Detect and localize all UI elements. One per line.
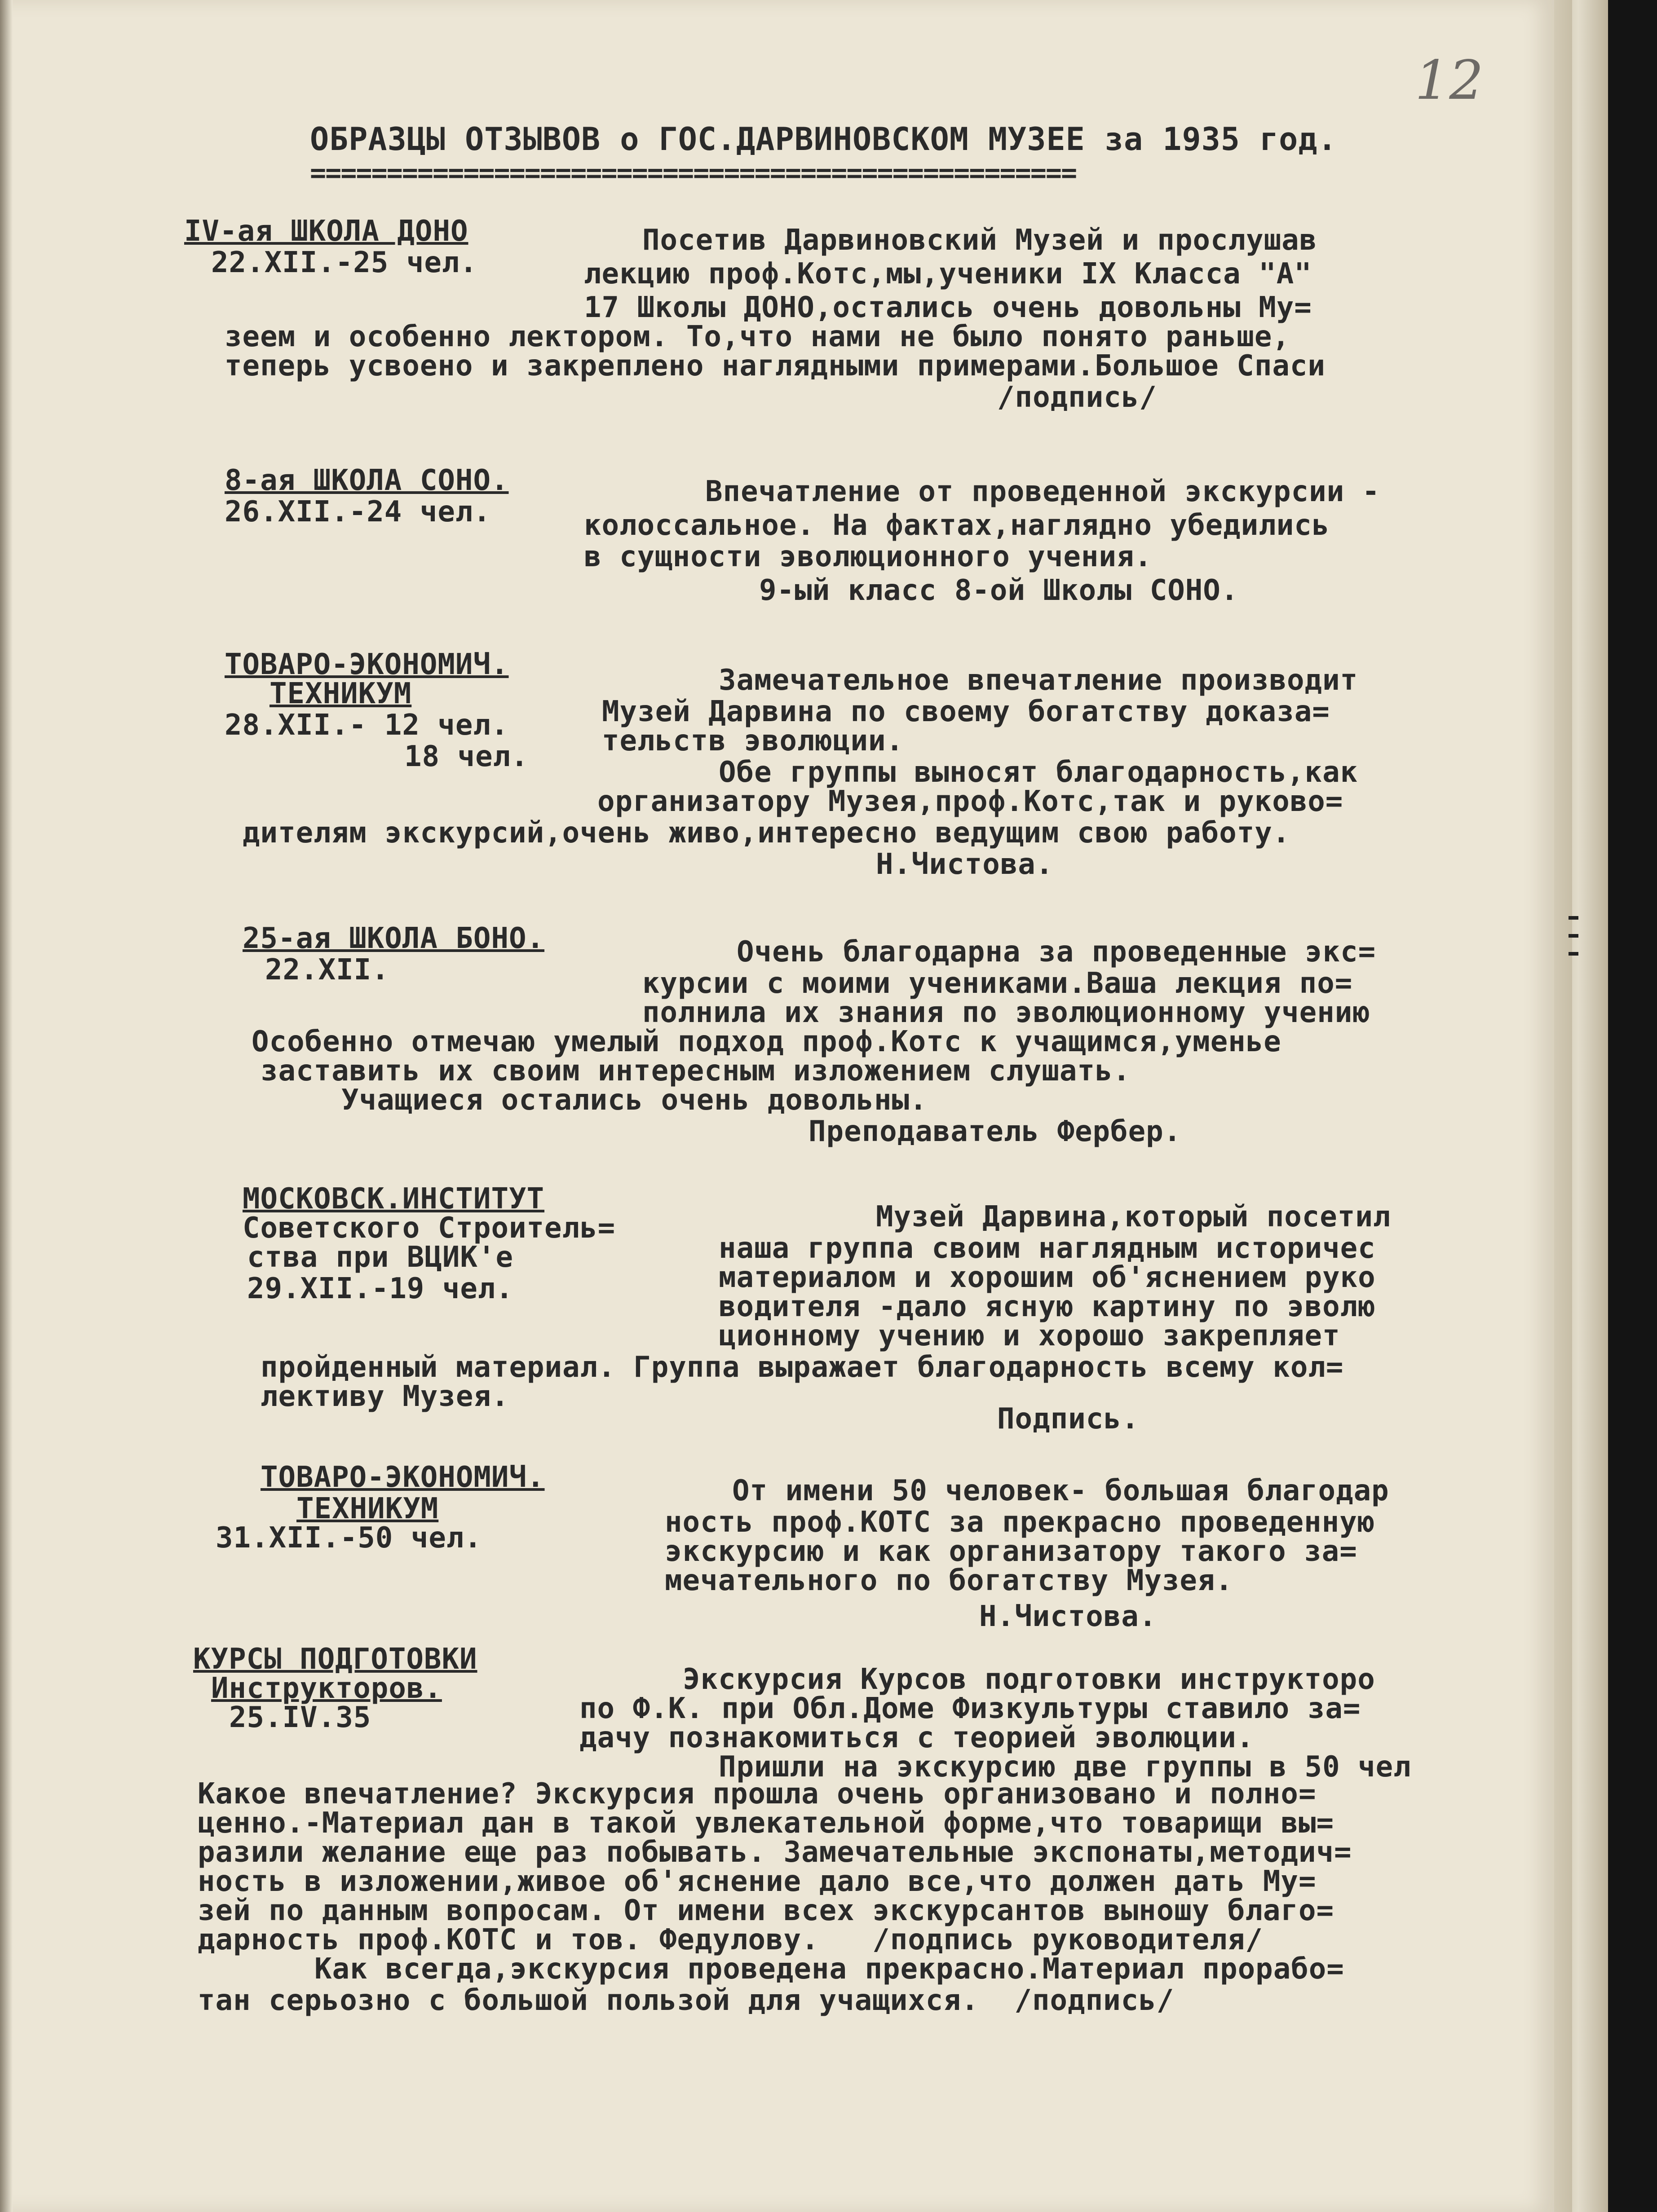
review-line: Какое впечатление? Экскурсия прошла очень организовано и полно= <box>198 1777 1317 1811</box>
review-line: Музей Дарвина по своему богатству доказа= <box>602 695 1330 728</box>
review-line: Музей Дарвина,который посетил <box>876 1200 1391 1234</box>
entry-organization: ТОВАРО-ЭКОНОМИЧ. <box>261 1461 545 1494</box>
review-line: Экскурсия Курсов подготовки инструкторо <box>683 1663 1375 1696</box>
review-signature: Н.Чистова. <box>979 1600 1157 1633</box>
review-line: Замечательное впечатление производит <box>719 664 1358 697</box>
review-line: Обе группы выносят благодарность,как <box>719 756 1358 789</box>
review-line: материалом и хорошим об'яснением руко <box>719 1261 1376 1294</box>
review-line: Пришли на экскурсию две группы в 50 чел <box>719 1750 1411 1784</box>
review-line: тельств эволюции. <box>602 724 904 758</box>
review-line: Посетив Дарвиновский Музей и прослушав <box>642 224 1317 257</box>
review-line: ценно.-Материал дан в такой увлекательной форме,что товарищи вы= <box>198 1807 1334 1840</box>
edge-mark <box>1569 934 1578 938</box>
review-line: 17 Школы ДОНО,остались очень довольны Му= <box>584 291 1312 324</box>
review-line: водителя -дало ясную картину по эволю <box>719 1290 1376 1323</box>
entry-organization: Советского Строитель= <box>243 1212 616 1245</box>
review-line: Как всегда,экскурсия проведена прекрасно.Материал прорабо= <box>314 1952 1344 1986</box>
edge-mark <box>1569 916 1578 920</box>
review-line: лекцию проф.Котс,мы,ученики IX Класса "А" <box>584 257 1312 291</box>
review-line: дителям экскурсий,очень живо,интересно ведущим свою работу. <box>243 816 1290 850</box>
review-line: дачу познакомиться с теорией эволюции. <box>579 1721 1255 1754</box>
document-title: ОБРАЗЦЫ ОТЗЫВОВ о ГОС.ДАРВИНОВСКОМ МУЗЕЕ за 1935 год. <box>310 121 1337 158</box>
entry-date: 18 чел. <box>404 740 529 773</box>
entry-organization: ТОВАРО-ЭКОНОМИЧ. <box>225 648 509 681</box>
review-line: ционному учению и хорошо закрепляет <box>719 1319 1340 1353</box>
entry-organization: ТЕХНИКУМ <box>270 677 412 710</box>
review-line: ность в изложении,живое об'яснение дало все,что должен дать Му= <box>198 1865 1317 1898</box>
review-line: по Ф.К. при Обл.Доме Физкультуры ставило за= <box>579 1692 1361 1725</box>
entry-organization: ства при ВЦИК'е <box>247 1241 513 1274</box>
entry-date: 31.XII.-50 чел. <box>216 1521 482 1555</box>
entry-date: 26.XII.-24 чел. <box>225 495 491 529</box>
entry-organization: 25-ая ШКОЛА БОНО. <box>243 922 545 955</box>
review-signature: 9-ый класс 8-ой Школы СОНО. <box>759 574 1239 607</box>
review-line: пройденный материал. Группа выражает благодарность всему кол= <box>261 1351 1344 1384</box>
review-line: в сущности эволюционного учения. <box>584 540 1152 573</box>
review-line: организатору Музея,проф.Котс,так и руково= <box>597 785 1343 818</box>
entry-organization: IV-ая ШКОЛА ДОНО <box>184 215 468 248</box>
review-line: ность проф.КОТС за прекрасно проведенную <box>665 1506 1375 1539</box>
entry-organization: 8-ая ШКОЛА СОНО. <box>225 464 509 497</box>
review-line: наша группа своим наглядным историчес <box>719 1232 1376 1265</box>
review-signature: Преподаватель Фербер. <box>809 1115 1182 1148</box>
review-line: мечательного по богатству Музея. <box>665 1564 1233 1597</box>
review-line: дарность проф.КОТС и тов. Федулову. /подпись руководителя/ <box>198 1923 1263 1956</box>
entry-date: 22.XII.-25 чел. <box>211 246 477 279</box>
review-line: разили желание еще раз побывать. Замечательные экспонаты,методич= <box>198 1836 1352 1869</box>
title-underline: ================================================== <box>310 157 1077 189</box>
review-line: теперь усвоено и закреплено наглядными примерами.Большое Спаси <box>225 349 1326 383</box>
review-line: экскурсию и как организатору такого за= <box>665 1535 1357 1568</box>
page-number: 12 <box>1415 49 1484 112</box>
review-line: лективу Музея. <box>261 1380 509 1413</box>
entry-organization: Инструкторов. <box>211 1672 442 1705</box>
page-binding-shadow <box>0 0 13 2212</box>
review-line: Учащиеся остались очень довольны. <box>341 1084 928 1117</box>
review-signature: Н.Чистова. <box>876 848 1054 881</box>
review-line: зеем и особенно лектором. То,что нами не было понято раньше, <box>225 320 1290 353</box>
review-line: Особенно отмечаю умелый подход проф.Котс к учащимся,уменье <box>252 1025 1281 1058</box>
review-line: зей по данным вопросам. От имени всех экскурсантов выношу благо= <box>198 1894 1334 1927</box>
entry-date: 28.XII.- 12 чел. <box>225 709 509 742</box>
entry-date: 29.XII.-19 чел. <box>247 1272 513 1305</box>
review-signature: Подпись. <box>997 1402 1140 1436</box>
entry-organization: КУРСЫ ПОДГОТОВКИ <box>193 1643 477 1676</box>
entry-date: 22.XII. <box>265 953 389 987</box>
review-line: полнила их знания по эволюционному учению <box>642 996 1370 1029</box>
review-signature: /подпись/ <box>997 381 1157 414</box>
edge-mark <box>1569 952 1578 956</box>
entry-organization: ТЕХНИКУМ <box>296 1492 439 1525</box>
review-line: Впечатление от проведенной экскурсии - <box>705 475 1380 508</box>
review-line: курсии с моими учениками.Ваша лекция по= <box>642 967 1353 1000</box>
review-line: тан серьозно с большой пользой для учащихся. /подпись/ <box>198 1984 1175 2017</box>
review-line: заставить их своим интересным изложением слушать. <box>261 1054 1131 1088</box>
review-line: От имени 50 человек- большая благодар <box>732 1474 1389 1507</box>
review-line: колоссальное. На фактах,наглядно убедились <box>584 509 1330 542</box>
review-line: Очень благодарна за проведенные экс= <box>737 935 1376 969</box>
entry-organization: МОСКОВСК.ИНСТИТУТ <box>243 1182 545 1216</box>
entry-date: 25.IV.35 <box>229 1701 371 1734</box>
